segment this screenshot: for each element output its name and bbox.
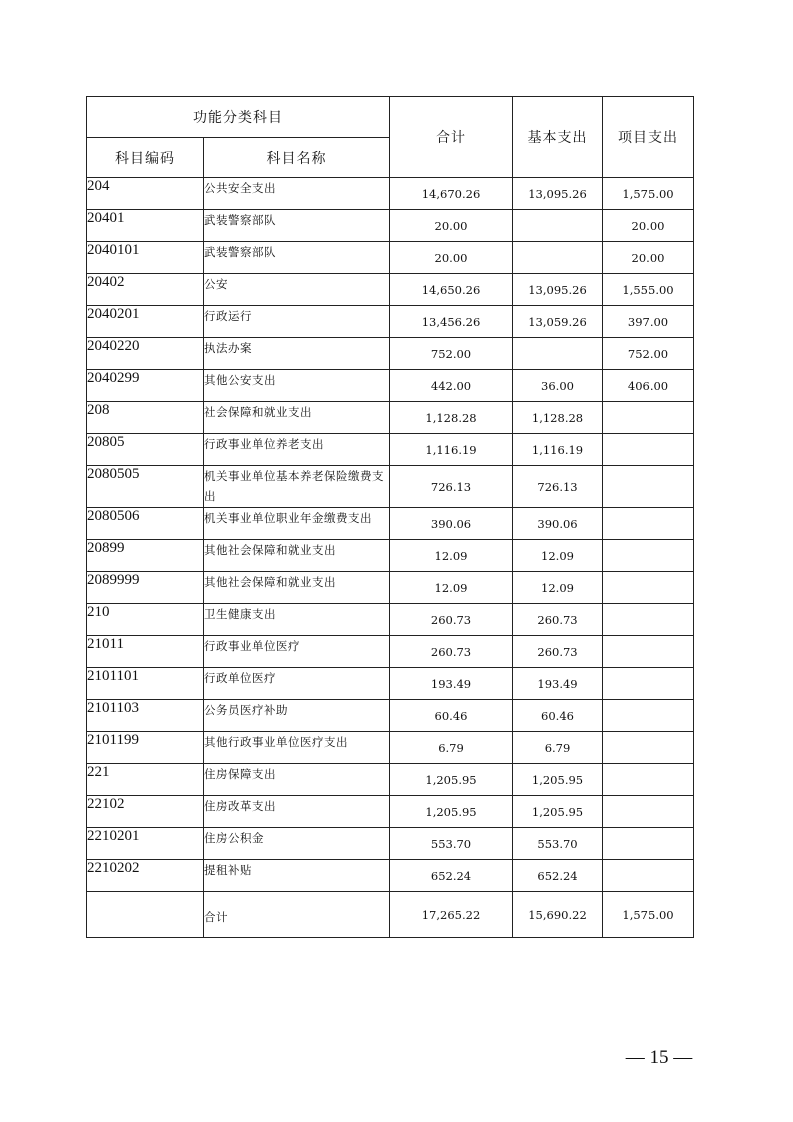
subject-name-cell: 公共安全支出 [204, 178, 390, 210]
table-row [87, 636, 694, 668]
project-expenditure-cell [603, 700, 694, 732]
project-expenditure-cell [603, 572, 694, 604]
basic-expenditure-cell: 652.24 [513, 860, 603, 892]
total-cell: 726.13 [390, 466, 513, 508]
basic-expenditure-cell: 1,205.95 [513, 764, 603, 796]
project-expenditure-cell: 406.00 [603, 370, 694, 402]
subject-name-cell: 社会保障和就业支出 [204, 402, 390, 434]
subject-name-cell: 公务员医疗补助 [204, 700, 390, 732]
subject-code-cell: 2080505 [87, 466, 204, 508]
project-expenditure-header: 项目支出 [603, 97, 694, 178]
subject-code-cell: 208 [87, 402, 204, 434]
total-row-subject-code-cell [87, 892, 204, 938]
total-row-total-cell: 17,265.22 [390, 892, 513, 938]
table-row [87, 540, 694, 572]
basic-expenditure-cell [513, 210, 603, 242]
subject-name-cell: 其他社会保障和就业支出 [204, 572, 390, 604]
total-cell: 752.00 [390, 338, 513, 370]
basic-expenditure-cell: 6.79 [513, 732, 603, 764]
subject-code-cell: 2040201 [87, 306, 204, 338]
basic-expenditure-cell: 390.06 [513, 508, 603, 540]
basic-expenditure-cell: 13,059.26 [513, 306, 603, 338]
subject-code-cell: 22102 [87, 796, 204, 828]
subject-name-cell: 行政运行 [204, 306, 390, 338]
basic-expenditure-header: 基本支出 [513, 97, 603, 178]
basic-expenditure-cell [513, 338, 603, 370]
table-row [87, 306, 694, 338]
table-row [87, 732, 694, 764]
table-row [87, 434, 694, 466]
project-expenditure-cell [603, 508, 694, 540]
project-expenditure-cell: 20.00 [603, 210, 694, 242]
subject-code-cell: 2040101 [87, 242, 204, 274]
subject-code-cell: 20401 [87, 210, 204, 242]
table-row [87, 764, 694, 796]
total-cell: 260.73 [390, 604, 513, 636]
basic-expenditure-cell: 1,128.28 [513, 402, 603, 434]
budget-table [86, 96, 694, 938]
table-row [87, 604, 694, 636]
subject-name-cell: 公安 [204, 274, 390, 306]
subject-code-cell: 221 [87, 764, 204, 796]
total-cell: 193.49 [390, 668, 513, 700]
subject-code-cell: 21011 [87, 636, 204, 668]
table-row [87, 242, 694, 274]
project-expenditure-cell: 752.00 [603, 338, 694, 370]
subject-code-cell: 2210202 [87, 860, 204, 892]
basic-expenditure-cell: 12.09 [513, 572, 603, 604]
total-cell: 14,650.26 [390, 274, 513, 306]
total-cell: 1,128.28 [390, 402, 513, 434]
project-expenditure-cell [603, 796, 694, 828]
subject-name-cell: 住房改革支出 [204, 796, 390, 828]
subject-name-cell: 提租补贴 [204, 860, 390, 892]
total-cell: 12.09 [390, 540, 513, 572]
basic-expenditure-cell: 12.09 [513, 540, 603, 572]
subject-code-cell: 2089999 [87, 572, 204, 604]
total-cell: 652.24 [390, 860, 513, 892]
total-cell: 390.06 [390, 508, 513, 540]
subject-name-cell: 机关事业单位基本养老保险缴费支出 [204, 466, 390, 508]
table-row [87, 508, 694, 540]
subject-code-cell: 204 [87, 178, 204, 210]
page-number: — 15 — [625, 1047, 693, 1068]
subject-name-cell: 其他行政事业单位医疗支出 [204, 732, 390, 764]
subject-name-cell: 其他社会保障和就业支出 [204, 540, 390, 572]
subject-name-cell: 行政事业单位医疗 [204, 636, 390, 668]
subject-name-cell: 卫生健康支出 [204, 604, 390, 636]
subject-code-cell: 2040299 [87, 370, 204, 402]
total-cell: 1,116.19 [390, 434, 513, 466]
table-row [87, 572, 694, 604]
table-row [87, 178, 694, 210]
subject-name-cell: 武装警察部队 [204, 242, 390, 274]
total-cell: 442.00 [390, 370, 513, 402]
subject-name-cell: 行政事业单位养老支出 [204, 434, 390, 466]
subject-code-cell: 2101199 [87, 732, 204, 764]
subject-code-cell: 2101101 [87, 668, 204, 700]
total-row [87, 892, 694, 938]
total-cell: 60.46 [390, 700, 513, 732]
total-cell: 1,205.95 [390, 796, 513, 828]
subject-name-cell: 武装警察部队 [204, 210, 390, 242]
basic-expenditure-cell: 260.73 [513, 604, 603, 636]
project-expenditure-cell: 20.00 [603, 242, 694, 274]
total-cell: 13,456.26 [390, 306, 513, 338]
basic-expenditure-cell [513, 242, 603, 274]
subject-code-cell: 20402 [87, 274, 204, 306]
table-row [87, 370, 694, 402]
total-cell: 14,670.26 [390, 178, 513, 210]
subject-name-cell: 住房公积金 [204, 828, 390, 860]
subject-name-cell: 其他公安支出 [204, 370, 390, 402]
project-expenditure-cell [603, 402, 694, 434]
project-expenditure-cell [603, 604, 694, 636]
total-row-subject-name-cell: 合计 [204, 892, 390, 938]
functional-category-header: 功能分类科目 [87, 97, 390, 138]
basic-expenditure-cell: 60.46 [513, 700, 603, 732]
basic-expenditure-cell: 1,205.95 [513, 796, 603, 828]
subject-name-cell: 住房保障支出 [204, 764, 390, 796]
project-expenditure-cell [603, 540, 694, 572]
subject-name-cell: 行政单位医疗 [204, 668, 390, 700]
table-row [87, 828, 694, 860]
project-expenditure-cell [603, 732, 694, 764]
project-expenditure-cell [603, 860, 694, 892]
basic-expenditure-cell: 260.73 [513, 636, 603, 668]
basic-expenditure-cell: 36.00 [513, 370, 603, 402]
table-body [87, 178, 694, 938]
table-row [87, 338, 694, 370]
subject-code-header: 科目编码 [87, 138, 204, 178]
subject-name-header: 科目名称 [204, 138, 390, 178]
subject-code-cell: 20805 [87, 434, 204, 466]
table-row [87, 860, 694, 892]
subject-name-cell: 机关事业单位职业年金缴费支出 [204, 508, 390, 540]
table-row [87, 274, 694, 306]
basic-expenditure-cell: 726.13 [513, 466, 603, 508]
subject-code-cell: 20899 [87, 540, 204, 572]
subject-name-cell: 执法办案 [204, 338, 390, 370]
total-cell: 12.09 [390, 572, 513, 604]
table-row [87, 402, 694, 434]
total-cell: 6.79 [390, 732, 513, 764]
total-cell: 553.70 [390, 828, 513, 860]
project-expenditure-cell: 1,555.00 [603, 274, 694, 306]
subject-code-cell: 2080506 [87, 508, 204, 540]
subject-code-cell: 2210201 [87, 828, 204, 860]
project-expenditure-cell [603, 434, 694, 466]
total-cell: 20.00 [390, 242, 513, 274]
total-row-basic-expenditure-cell: 15,690.22 [513, 892, 603, 938]
project-expenditure-cell [603, 636, 694, 668]
project-expenditure-cell [603, 764, 694, 796]
basic-expenditure-cell: 1,116.19 [513, 434, 603, 466]
total-row-project-expenditure-cell: 1,575.00 [603, 892, 694, 938]
table-row [87, 210, 694, 242]
table-row [87, 700, 694, 732]
project-expenditure-cell: 397.00 [603, 306, 694, 338]
subject-code-cell: 210 [87, 604, 204, 636]
table-row [87, 466, 694, 508]
project-expenditure-cell [603, 466, 694, 508]
subject-code-cell: 2040220 [87, 338, 204, 370]
total-cell: 1,205.95 [390, 764, 513, 796]
table-row [87, 668, 694, 700]
project-expenditure-cell: 1,575.00 [603, 178, 694, 210]
project-expenditure-cell [603, 668, 694, 700]
basic-expenditure-cell: 13,095.26 [513, 274, 603, 306]
basic-expenditure-cell: 193.49 [513, 668, 603, 700]
basic-expenditure-cell: 13,095.26 [513, 178, 603, 210]
subject-code-cell: 2101103 [87, 700, 204, 732]
total-cell: 260.73 [390, 636, 513, 668]
table-row [87, 796, 694, 828]
basic-expenditure-cell: 553.70 [513, 828, 603, 860]
total-cell: 20.00 [390, 210, 513, 242]
project-expenditure-cell [603, 828, 694, 860]
total-header: 合计 [390, 97, 513, 178]
